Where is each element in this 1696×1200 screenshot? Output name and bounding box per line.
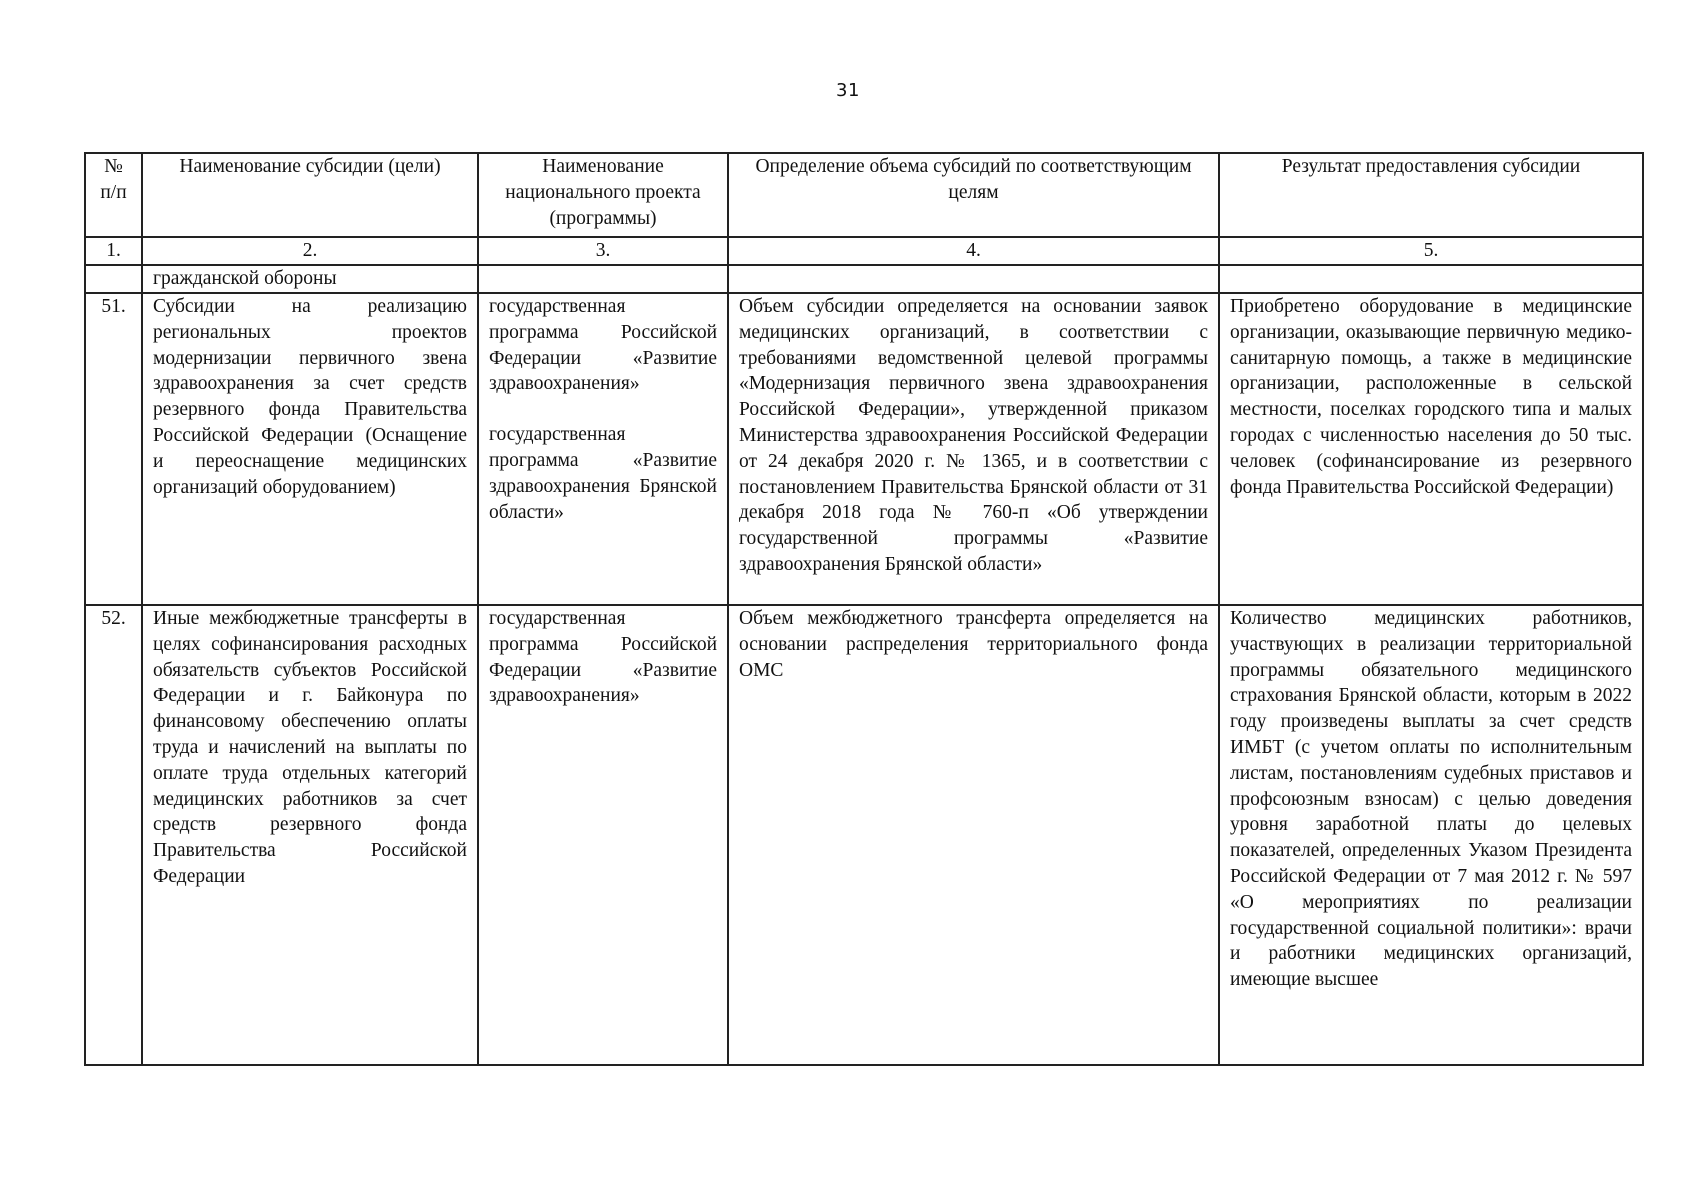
page-number: 31 — [836, 80, 860, 101]
program-name: государственная программа Российской Федерации «Развитие здравоохранения» — [489, 608, 717, 707]
header-volume-definition: Определение объема субсидий по соответствующим целям — [728, 153, 1219, 237]
empty-cell — [85, 265, 142, 293]
subsidy-result: Количество медицинских работников, участвующих в реализации территориальной программы обязательного медицинского страхования Брянской области, которым в 2022 году произведены выплаты за счет средств ИМБТ (с учетом оплаты по исполнительным листам, постановлениям судебных приставов и профсоюзным взносам) с целью доведения уровня заработной платы до целевых показателей, определенных Указом Президента Российской Федерации от 7 мая 2012 г. № 597 «О мероприятиях по реализации государственной социальной политики»: врачи и работники медицинских организаций, имеющие высшее — [1219, 605, 1643, 1065]
table-row — [85, 293, 1643, 605]
volume-definition: Объем межбюджетного трансферта определяется на основании распределения территориального фонда ОМС — [728, 605, 1219, 1065]
empty-cell — [478, 265, 728, 293]
column-number: 2. — [142, 237, 478, 265]
subsidy-result: Приобретено оборудование в медицинские организации, оказывающие первичную медико-санитарную помощь, а также в медицинские организации, расположенные в сельской местности, поселках городского типа и малых городах с численностью населения до 50 тыс. человек (софинансирование из резервного фонда Правительства Российской Федерации) — [1219, 293, 1643, 605]
continuation-row — [85, 265, 1643, 293]
column-number: 5. — [1219, 237, 1643, 265]
empty-cell — [728, 265, 1219, 293]
row-number: 51. — [85, 293, 142, 605]
spacer — [489, 397, 717, 422]
subsidy-name: Иные межбюджетные трансферты в целях софинансирования расходных обязательств субъектов Российской Федерации и г. Байконура по финансовому обеспечению оплаты труда и начислений на выплаты по оплате труда отдельных категорий медицинских работников за счет средств резервного фонда Правительства Российской Федерации — [142, 605, 478, 1065]
column-number: 3. — [478, 237, 728, 265]
continuation-text: гражданской обороны — [142, 265, 478, 293]
table-header-row — [85, 153, 1643, 237]
subsidies-table — [84, 152, 1644, 1066]
header-subsidy-name: Наименование субсидии (цели) — [142, 153, 478, 237]
program-cell — [478, 605, 728, 1065]
table-row — [85, 605, 1643, 1065]
program-name: государственная программа «Развитие здравоохранения Брянской области» — [489, 424, 717, 523]
program-cell — [478, 293, 728, 605]
volume-definition: Объем субсидии определяется на основании заявок медицинских организаций, в соответствии с требованиями ведомственной целевой программы «Модернизация первичного звена здравоохранения Российской Федерации», утвержденной приказом Министерства здравоохранения Российской Федерации от 24 декабря 2020 г. № 1365, и в соответствии с постановлением Правительства Брянской области от 31 декабря 2018 года № 760-п «Об утверждении государственной программы «Развитие здравоохранения Брянской области» — [728, 293, 1219, 605]
empty-cell — [1219, 265, 1643, 293]
column-numbers-row — [85, 237, 1643, 265]
header-national-project: Наименование национального проекта (программы) — [478, 153, 728, 237]
program-name: государственная программа Российской Федерации «Развитие здравоохранения» — [489, 296, 717, 395]
header-result: Результат предоставления субсидии — [1219, 153, 1643, 237]
row-number: 52. — [85, 605, 142, 1065]
column-number: 4. — [728, 237, 1219, 265]
header-num: № п/п — [85, 153, 142, 237]
column-number: 1. — [85, 237, 142, 265]
subsidy-name: Субсидии на реализацию региональных проектов модернизации первичного звена здравоохранения за счет средств резервного фонда Правительства Российской Федерации (Оснащение и переоснащение медицинских организаций оборудованием) — [142, 293, 478, 605]
